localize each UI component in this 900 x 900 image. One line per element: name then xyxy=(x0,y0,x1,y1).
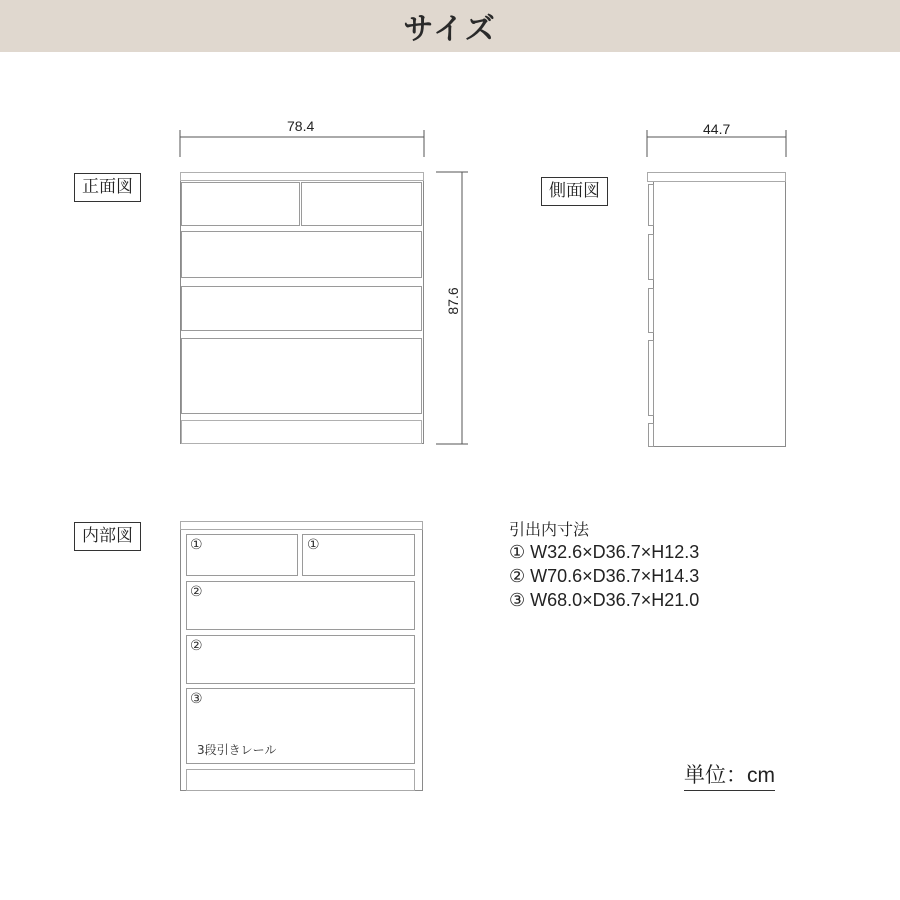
side-drawer-face-1 xyxy=(648,184,654,226)
depth-label: 44.7 xyxy=(703,121,731,137)
height-label: 87.6 xyxy=(445,287,461,315)
side-drawer-face-4 xyxy=(648,340,654,416)
side-cabinet-body xyxy=(653,180,786,447)
rail-note: 3段引きレール xyxy=(197,743,277,757)
front-drawer-1-right xyxy=(301,182,422,226)
front-drawer-1-left xyxy=(181,182,300,226)
interior-drawer-2 xyxy=(186,581,415,630)
interior-top-board xyxy=(180,521,423,530)
side-view-label: 側面図 xyxy=(541,177,608,206)
unit-label: 単位：cm xyxy=(684,763,775,791)
drawer-number-1b: ① xyxy=(307,537,320,553)
front-view-label: 正面図 xyxy=(74,173,141,202)
side-drawer-face-2 xyxy=(648,234,654,280)
spec-row-2: ② W70.6×D36.7×H14.3 xyxy=(509,566,700,586)
interior-drawer-3 xyxy=(186,635,415,684)
spec-row-3: ③ W68.0×D36.7×H21.0 xyxy=(509,590,700,610)
front-plinth xyxy=(181,420,422,444)
width-label: 78.4 xyxy=(287,118,315,134)
spec-row-1: ① W32.6×D36.7×H12.3 xyxy=(509,542,700,562)
front-drawer-4 xyxy=(181,338,422,414)
interior-plinth xyxy=(186,769,415,791)
side-top-board xyxy=(647,172,786,182)
side-plinth-face xyxy=(648,423,654,447)
page-title: サイズ xyxy=(403,12,497,47)
drawer-number-2b: ② xyxy=(190,638,203,654)
interior-view-label: 内部図 xyxy=(74,522,141,551)
front-drawer-2 xyxy=(181,231,422,278)
drawer-number-3: ③ xyxy=(190,691,203,707)
front-drawer-3 xyxy=(181,286,422,331)
interior-drawer-1-left xyxy=(186,534,298,576)
drawer-number-1a: ① xyxy=(190,537,203,553)
drawer-number-2a: ② xyxy=(190,584,203,600)
side-drawer-face-3 xyxy=(648,288,654,333)
front-top-board xyxy=(180,172,424,181)
specs-heading: 引出内寸法 xyxy=(509,522,590,539)
